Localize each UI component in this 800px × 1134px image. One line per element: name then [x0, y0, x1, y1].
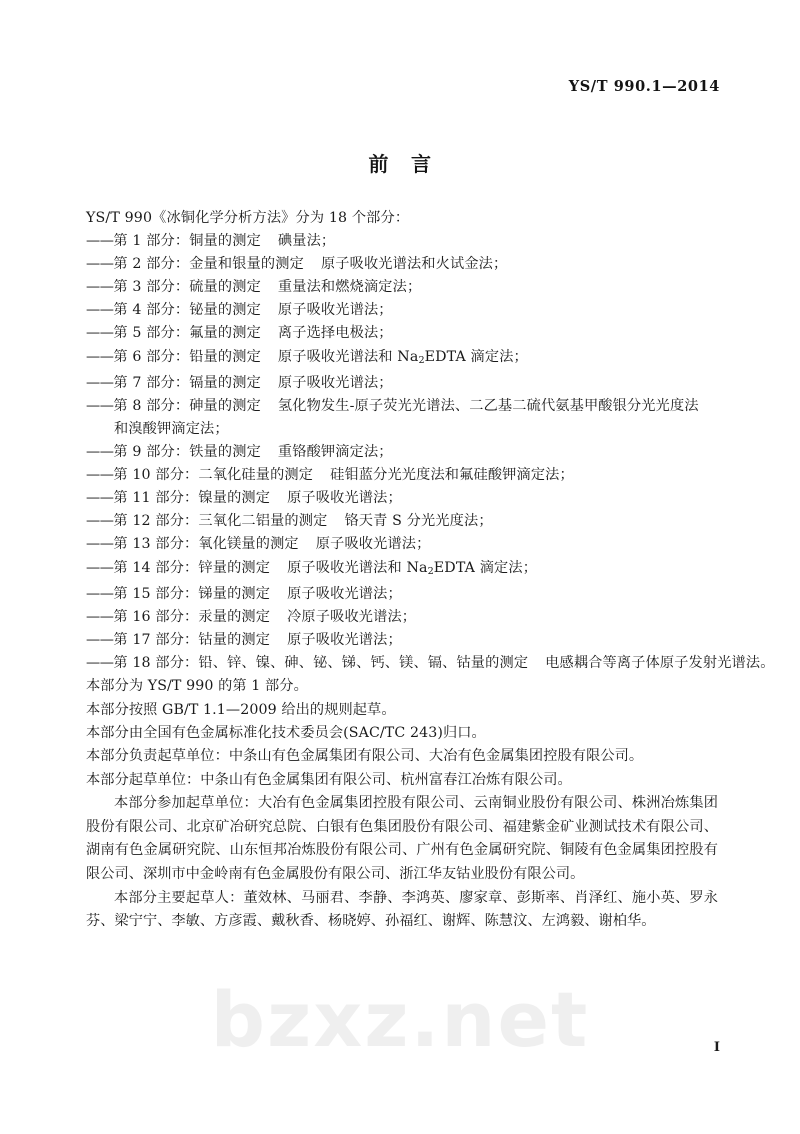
part-dash: ——	[86, 536, 114, 553]
part-item	[86, 583, 718, 606]
page-title-char-1: 前	[368, 152, 389, 176]
intro-lead: YS/T 990《冰铜化学分析方法》分为 18 个部分：	[86, 210, 410, 226]
watermark-bzxz: bzxz.net	[210, 975, 590, 1064]
part-method: 原子吸收光谱法和火试金法；	[320, 256, 508, 273]
part-method: 碘量法；	[277, 233, 336, 250]
part-label: 第 1 部分：铜量的测定	[113, 233, 261, 250]
part-label: 第 7 部分：镉量的测定	[113, 374, 261, 391]
statement-participating-units: 本部分参加起草单位：大冶有色金属集团控股有限公司、云南铜业股份有限公司、株洲冶炼集团股份有限公司、北京矿冶研究总院、白银有色集团股份有限公司、福建紫金矿业测试技术有限公司、湖南有色金属研究院、山东恒邦冶炼股份有限公司、广州有色金属研究院、铜陵有色金属集团控股有限公司、深圳市中金岭南有色金属股份有限公司、浙江华友钴业股份有限公司。	[86, 795, 718, 882]
part-label: 第 5 部分：氟量的测定	[113, 325, 261, 342]
part-method: 重铬酸钾滴定法；	[277, 444, 393, 461]
part-method: 离子选择电极法；	[277, 325, 393, 342]
part-method: 铬天青 S 分光光度法；	[344, 513, 493, 530]
part-dash: ——	[86, 374, 114, 391]
part-label: 第 8 部分：砷量的测定	[113, 397, 261, 414]
statement-responsible-units: 本部分负责起草单位：中条山有色金属集团有限公司、大冶有色金属集团控股有限公司。	[86, 748, 644, 765]
subscript: 2	[427, 565, 434, 577]
part-dash: ——	[86, 302, 114, 319]
part-method: 电感耦合等离子体原子发射光谱法。	[545, 655, 775, 671]
part-label: 第 11 部分：镍量的测定	[113, 490, 271, 507]
part-label: 第 9 部分：铁量的测定	[113, 444, 261, 461]
part-label: 第 12 部分：三氧化二铝量的测定	[113, 513, 328, 530]
part-dash: ——	[86, 256, 114, 273]
part-label: 第 10 部分：二氧化硅量的测定	[113, 467, 314, 484]
page-number: I	[713, 1040, 720, 1055]
part-method: 原子吸收光谱法；	[277, 302, 393, 319]
part-label: 第 15 部分：锑量的测定	[113, 585, 271, 602]
part-method: 原子吸收光谱法；	[287, 490, 402, 507]
part-label: 第 17 部分：钴量的测定	[113, 631, 271, 648]
part-item	[86, 299, 718, 322]
part-dash: ——	[86, 325, 114, 342]
statement-main-drafters: 本部分主要起草人：董效林、马丽君、李静、李鸿英、廖家章、彭斯率、肖泽红、施小英、罗永芬、梁宁宁、李敏、方彦霞、戴秋香、杨晓婷、孙福红、谢辉、陈慧汶、左鸿毅、谢柏华。	[86, 889, 718, 930]
part-item	[86, 487, 718, 510]
statement-drafted-per: 本部分按照 GB/T 1.1—2009 给出的规则起草。	[86, 701, 396, 718]
part-dash: ——	[86, 397, 114, 414]
part-label: 第 2 部分：金量和银量的测定	[113, 256, 304, 273]
part-method-continuation: 和溴酸钾滴定法；	[114, 420, 229, 437]
part-item	[86, 464, 718, 487]
part-method: 原子吸收光谱法；	[277, 374, 393, 391]
part-dash: ——	[86, 559, 114, 576]
statement-administered-by: 本部分由全国有色金属标准化技术委员会(SAC/TC 243)归口。	[86, 724, 486, 741]
statement-part-of: 本部分为 YS/T 990 的第 1 部分。	[86, 678, 308, 695]
statement-drafting-units: 本部分起草单位：中条山有色金属集团有限公司、杭州富春江冶炼有限公司。	[86, 771, 572, 788]
part-method: 冷原子吸收光谱法；	[287, 608, 417, 625]
part-dash: ——	[86, 655, 114, 671]
part-dash: ——	[86, 444, 114, 461]
part-method: 原子吸收光谱法；	[315, 536, 431, 553]
page-title-char-2: 言	[411, 152, 432, 176]
part-method: 氢化物发生-原子荧光光谱法、二乙基二硫代氨基甲酸银分光光度法	[277, 397, 699, 414]
part-method: 原子吸收光谱法和 $Na_2EDTA$ 滴定法；	[287, 559, 538, 577]
part-label: 第 14 部分：锌量的测定	[113, 559, 271, 576]
part-method: 硅钼蓝分光光度法和氟硅酸钾滴定法；	[330, 467, 574, 484]
part-item	[86, 652, 775, 675]
running-head-standard-number: YS/T 990.1—2014	[568, 78, 720, 95]
part-label: 第 13 部分：氧化镁量的测定	[113, 536, 299, 553]
part-label: 第 18 部分：铅、锌、镍、砷、铋、锑、钙、镁、镉、钴量的测定	[113, 655, 529, 671]
part-method: 原子吸收光谱法；	[287, 631, 402, 648]
part-dash: ——	[86, 348, 114, 365]
part-dash: ——	[86, 490, 114, 507]
part-method: 原子吸收光谱法和 $Na_2EDTA$ 滴定法；	[277, 348, 528, 366]
part-dash: ——	[86, 585, 114, 602]
part-label: 第 6 部分：铅量的测定	[113, 348, 261, 365]
part-dash: ——	[86, 608, 114, 625]
part-item	[86, 346, 718, 372]
page-title	[0, 148, 800, 177]
part-label: 第 4 部分：铋量的测定	[113, 302, 261, 319]
part-dash: ——	[86, 279, 114, 296]
part-item	[86, 606, 718, 629]
part-dash: ——	[86, 513, 114, 530]
part-item	[86, 230, 718, 253]
part-label: 第 3 部分：硫量的测定	[113, 279, 261, 296]
part-dash: ——	[86, 233, 114, 250]
part-item	[86, 395, 718, 418]
part-item	[86, 276, 718, 299]
part-label: 第 16 部分：汞量的测定	[113, 608, 271, 625]
part-item	[86, 533, 718, 556]
foreword-body	[86, 207, 775, 934]
subscript: 2	[418, 354, 425, 366]
part-method: 原子吸收光谱法；	[287, 585, 402, 602]
part-item	[86, 253, 718, 276]
part-item	[86, 372, 718, 395]
part-dash: ——	[86, 467, 114, 484]
part-dash: ——	[86, 631, 114, 648]
part-item	[86, 441, 718, 464]
part-item	[86, 322, 718, 345]
part-item	[86, 557, 718, 583]
part-item	[86, 510, 718, 533]
part-method: 重量法和燃烧滴定法；	[277, 279, 422, 296]
part-item	[86, 629, 718, 652]
